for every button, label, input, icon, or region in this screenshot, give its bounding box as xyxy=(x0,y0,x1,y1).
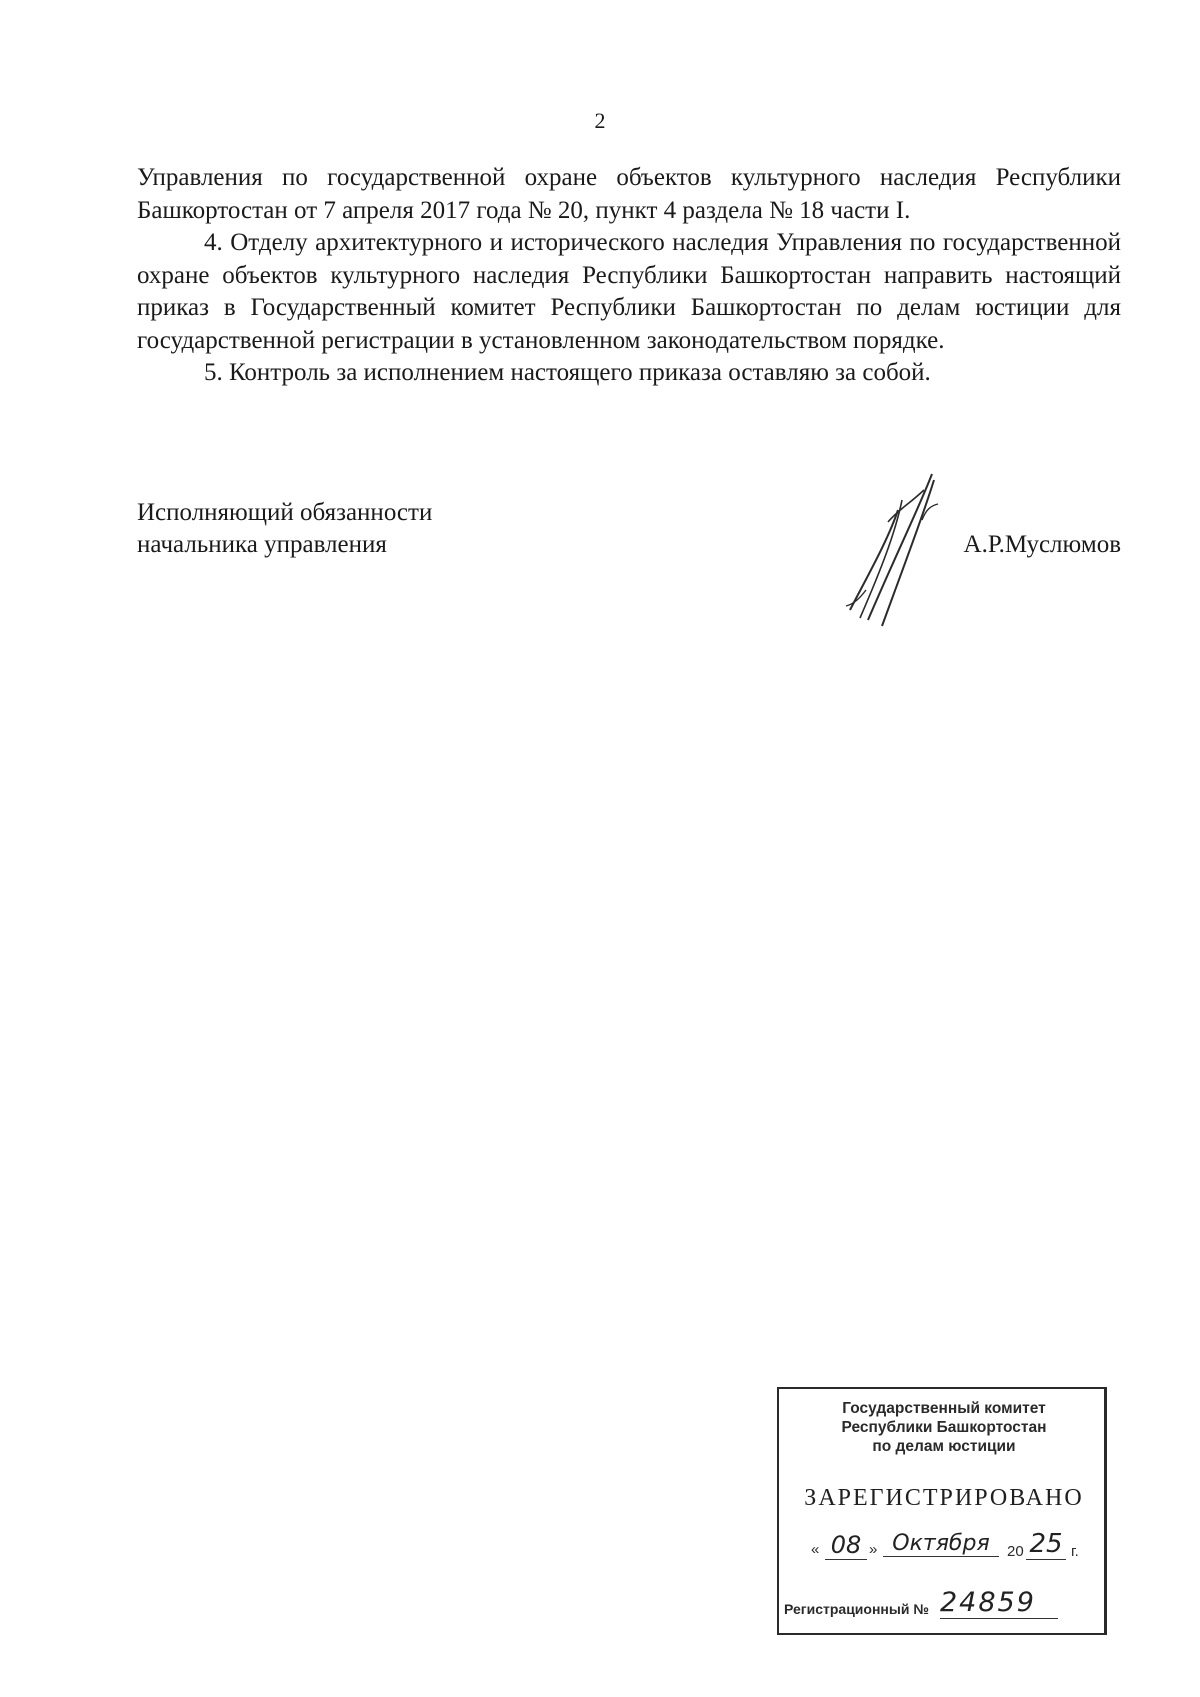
stamp-open-quote: « xyxy=(811,1541,820,1558)
stamp-organization xyxy=(779,1399,1109,1456)
stamp-month: Октября xyxy=(883,1531,999,1557)
stamp-day: 08 xyxy=(825,1531,867,1560)
stamp-reg-label: Регистрационный № xyxy=(784,1601,929,1617)
stamp-org-line2: Республики Башкортостан xyxy=(841,1419,1047,1436)
stamp-registration-number xyxy=(784,1589,1104,1623)
stamp-close-quote: » xyxy=(869,1541,878,1558)
signer-position xyxy=(137,497,432,561)
stamp-org-line3: по делам юстиции xyxy=(872,1438,1016,1455)
stamp-year-suffix: г. xyxy=(1071,1543,1079,1560)
stamp-reg-number: 24859 xyxy=(940,1587,1058,1619)
stamp-year: 25 xyxy=(1026,1529,1066,1560)
signer-position-line2: начальника управления xyxy=(137,531,387,558)
signer-name: А.Р.Муслюмов xyxy=(963,531,1121,558)
paragraph-item-5: 5. Контроль за исполнением настоящего приказа оставляю за собой. xyxy=(204,359,931,386)
paragraph-continuation: Управления по государственной охране объектов культурного наследия Республики Башкортостан от 7 апреля 2017 года № 20, пункт 4 раздела № 18 части I. xyxy=(137,164,1121,224)
paragraph-item-4: 4. Отделу архитектурного и исторического наследия Управления по государственной охране объектов культурного наследия Республики Башкортостан направить настоящий приказ в Государственный комитет Республики Башкортостан по делам юстиции для государственной регистрации в установленном законодательством порядке. xyxy=(137,229,1121,354)
document-body xyxy=(137,162,1121,390)
stamp-org-line1: Государственный комитет xyxy=(842,1400,1046,1417)
page-number: 2 xyxy=(594,108,606,133)
stamp-date xyxy=(811,1529,1101,1565)
stamp-registered-label: ЗАРЕГИСТРИРОВАНО xyxy=(804,1485,1084,1511)
registration-stamp xyxy=(777,1387,1107,1635)
handwritten-signature xyxy=(838,470,948,630)
stamp-year-prefix: 20 xyxy=(1007,1543,1024,1560)
signer-position-line1: Исполняющий обязанности xyxy=(137,499,433,526)
